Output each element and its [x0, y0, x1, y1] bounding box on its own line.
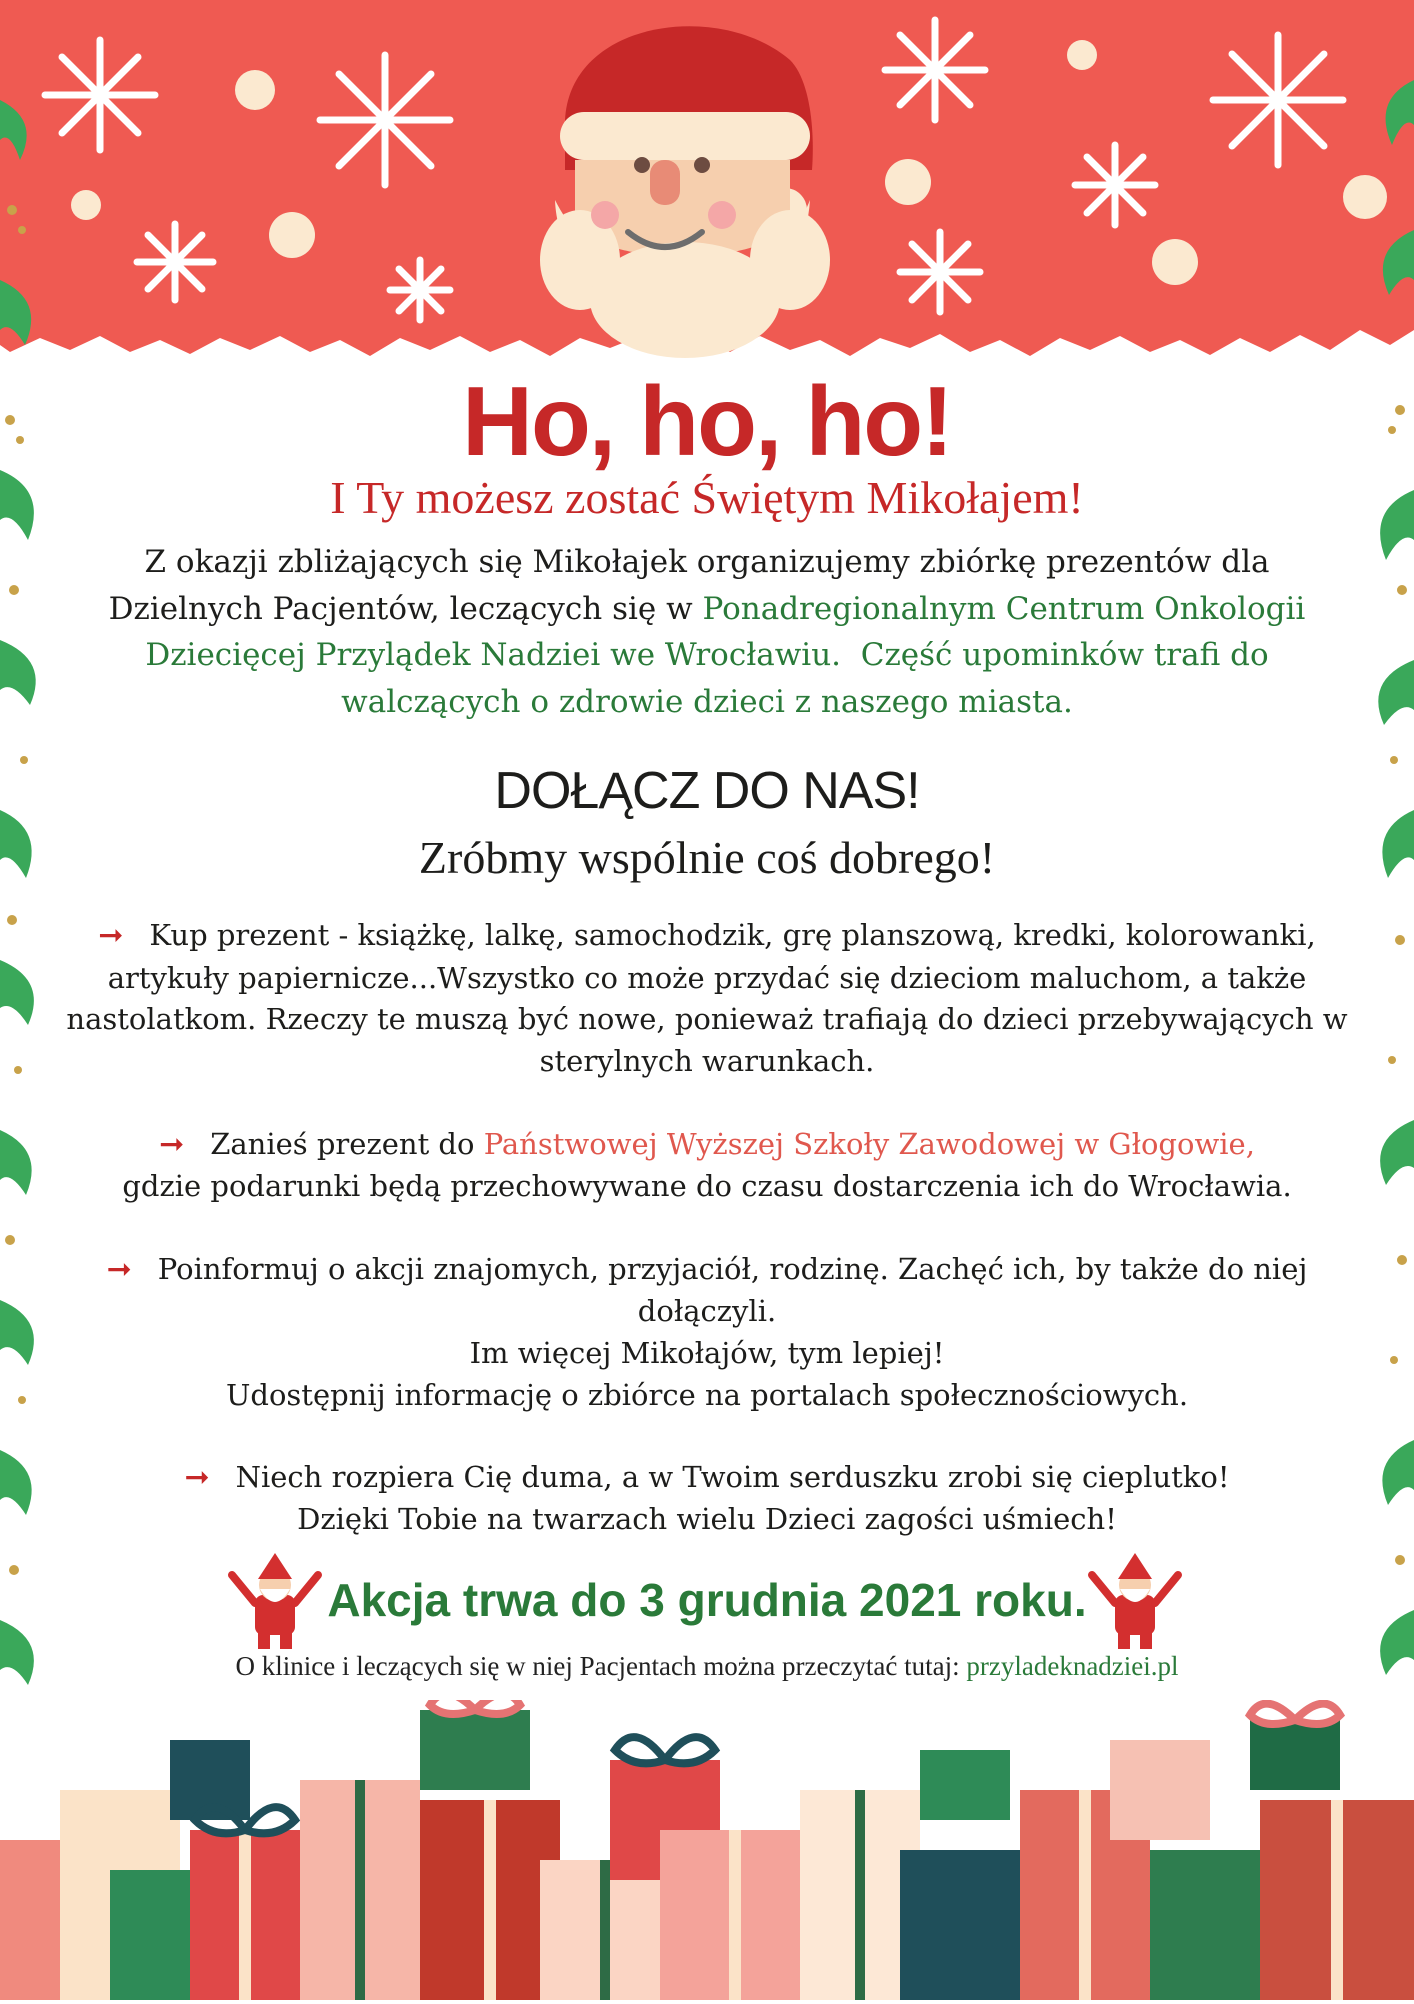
together-heading: Zróbmy wspólnie coś dobrego!	[418, 832, 996, 884]
bullet-text: Zanieś prezent do	[210, 1126, 484, 1161]
santa-figure-icon	[1080, 1545, 1190, 1655]
page-title: Ho, ho, ho!	[462, 366, 952, 476]
intro-text-1: Z okazji zbliżających się Mikołajek organizujemy zbiórkę prezentów dla Dzielnych Pacjentów, leczących się w	[108, 544, 1270, 627]
bullet-pride	[50, 1456, 1364, 1541]
holly-leaf-icon	[1378, 80, 1414, 1675]
holly-leaf-icon	[0, 100, 36, 1685]
bullet-buy-gift	[50, 914, 1364, 1082]
arrow-right-icon: ➞	[159, 1126, 185, 1162]
bullet-text: Im więcej Mikołajów, tym lepiej!	[469, 1335, 945, 1370]
bullet-text: gdzie podarunki będą przechowywane do czasu dostarczenia ich do Wrocławia.	[122, 1169, 1292, 1204]
intro-text-2: Część upominków trafi do walczących o zdrowie dzieci z naszego miasta.	[341, 637, 1269, 720]
deadline-banner	[50, 1573, 1364, 1627]
arrow-right-icon: ➞	[184, 1460, 210, 1496]
page-subtitle: I Ty możesz zostać Świętym Mikołajem!	[330, 471, 1084, 523]
santa-face-icon	[540, 26, 830, 358]
bullet-text: Poinformuj o akcji znajomych, przyjaciół, rodzinę. Zachęć ich, by także do niej dołączyli.	[157, 1251, 1308, 1329]
main-content	[50, 360, 1364, 1682]
bullet-text: Niech rozpiera Cię duma, a w Twoim serduszku zrobi się cieplutko!	[235, 1460, 1230, 1495]
bullet-text: Udostępnij informację o zbiórce na portalach społecznościowych.	[225, 1377, 1189, 1412]
deadline-text: Akcja trwa do 3 grudnia 2021 roku.	[327, 1574, 1087, 1627]
center-name: Ponadregionalnym Centrum Onkologii Dziecięcej Przylądek Nadziei we Wrocławiu.	[145, 590, 1306, 674]
santa-figure-icon	[220, 1545, 330, 1655]
bullet-list	[50, 914, 1364, 1541]
arrow-right-icon: ➞	[106, 1251, 132, 1287]
intro-paragraph	[50, 539, 1364, 725]
header-banner	[0, 0, 1414, 380]
bullet-text: Kup prezent - książkę, lalkę, samochodzik, grę planszową, kredki, kolorowanki, artykuły papiernicze...Wszystko co może przydać się dzieciom maluchom, a także nastolatkom. Rzeczy te muszą być nowe, ponieważ trafiają do dzieci przebywających w sterylnych warunkach.	[66, 918, 1348, 1079]
bullet-deliver-gift	[50, 1123, 1364, 1208]
footer-text: O klinice i leczących się w niej Pacjentach można przeczytać tutaj:	[235, 1651, 967, 1682]
bullet-inform	[50, 1248, 1364, 1416]
footer-note	[50, 1651, 1364, 1682]
gift-pile	[0, 1700, 1414, 2000]
join-heading: DOŁĄCZ DO NAS!	[494, 762, 920, 821]
footer-link[interactable]: przyladeknadziei.pl	[966, 1651, 1179, 1682]
bullet-text: Dzięki Tobie na twarzach wielu Dzieci zagości uśmiech!	[297, 1502, 1117, 1537]
gift-box-icon	[0, 1700, 1414, 2000]
school-name: Państwowej Wyższej Szkoły Zawodowej w Głogowie,	[483, 1126, 1255, 1161]
arrow-right-icon: ➞	[98, 918, 124, 954]
